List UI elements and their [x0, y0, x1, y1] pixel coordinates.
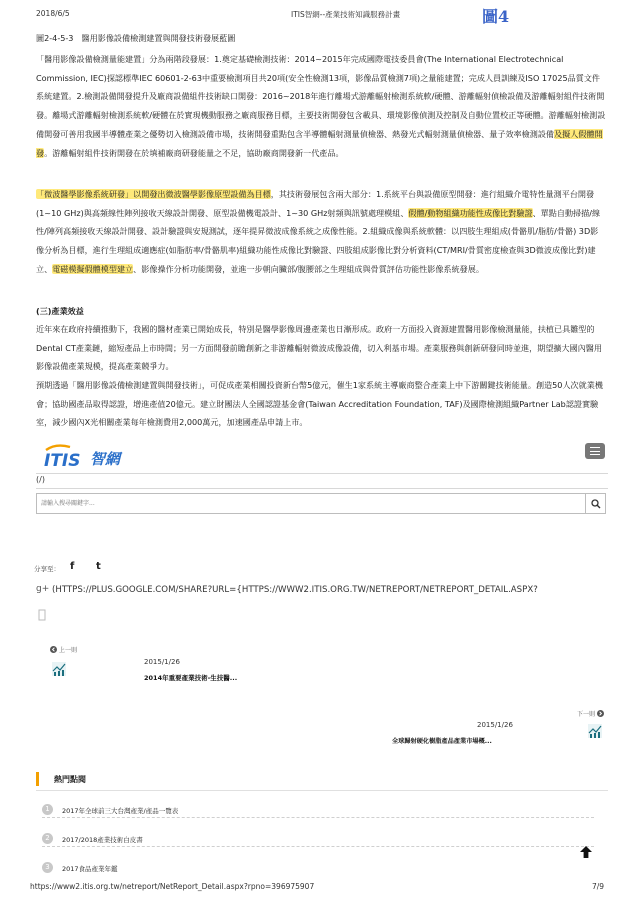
paragraph-3: 近年來在政府持續推動下，我國的醫材產業已開始成長，特別是醫學影像周邊產業也日漸形成。政府一方面投入資源建置醫用影像檢測量能，扶植已具雛型的Dental CT產業鏈，縮短產品上市時間；另一方面開發前瞻創新之非游離輻射微波成像設備，切入利基市場。產業服務與創新研發同時並進，期望擴大國內醫用影像設備產業規模，提高產業競爭力。	[36, 324, 602, 372]
highlight-microwave-goal: 「微波醫學影像系統研發」以開發出微波醫學影像原型設備為目標	[36, 189, 271, 199]
highlight-phantom-imaging: 假體/動物組織功能性成像比對驗證	[408, 207, 533, 218]
paragraph-2	[36, 185, 606, 279]
bar-chart-icon	[52, 662, 66, 676]
bookmark-icon	[38, 609, 46, 621]
paragraph-2-tail: 、影像操作分析功能開發，並進一步朝向臟部/腹腰部之生理組成與骨質評估功能性影像系統發展。	[133, 263, 484, 274]
header-divider	[36, 473, 608, 474]
hot-title: 熱門點閱	[54, 775, 86, 784]
paragraph-1	[36, 50, 606, 162]
hot-item-label: 2017食品產業年鑑	[62, 865, 118, 873]
back-to-top-arrow-icon[interactable]	[579, 845, 593, 859]
search-input[interactable]	[39, 496, 583, 511]
print-site-title: ITIS智網--產業技術知識服務計畫	[291, 10, 401, 19]
twitter-share-icon[interactable]: t	[96, 561, 101, 572]
print-footer-url: https://www2.itis.org.tw/netreport/NetReport_Detail.aspx?rpno=396975907	[30, 882, 315, 891]
prev-label: 上一則	[59, 647, 78, 654]
prev-title[interactable]: 2014年重要產業技術-生技醫...	[144, 674, 238, 682]
site-logo[interactable]	[42, 443, 152, 469]
paragraph-1-tail: 。游離輻射組件技術開發在於填補廠商研發能量之不足，協助廠商開發新一代產品。	[44, 147, 344, 158]
section-title: (三)產業效益	[36, 306, 84, 316]
google-plus-icon[interactable]: g+	[36, 584, 50, 594]
bar-chart-icon	[588, 724, 602, 738]
highlight-phantom-development: 及擬人假體開發	[36, 128, 603, 158]
hot-item-number: 3	[42, 862, 53, 873]
next-title[interactable]: 全球歸射硬化樹脂產品產業市場概...	[392, 738, 492, 745]
list-item[interactable]	[42, 833, 594, 847]
highlight-em-phantom: 電磁模擬假體模型建立	[52, 263, 134, 274]
search-bar	[36, 493, 606, 514]
logo-text-cn: 智網	[90, 450, 121, 468]
hot-accent-bar	[36, 772, 39, 786]
hot-item-label: 2017年全球前三大台灣產業/產品一覽表	[62, 807, 179, 815]
list-item[interactable]	[42, 804, 594, 818]
svg-text:ITIS: ITIS	[44, 451, 81, 469]
chevron-left-icon	[50, 646, 57, 653]
itis-logo-icon	[42, 443, 88, 469]
paragraph-2-text: ，其技術發展包含兩大部分：1.系統平台與設備原型開發：進行組織介電特性量測平台開發(1~10 GHz)與高頻線性陣列接收天線設計開發、原型設備機電設計、1~30 GHz射頻與訊號處理模組、	[36, 189, 595, 218]
paragraph-2-mid: 、單點自動掃描/線性/陣列高頻接收天線設計開發、設計驗證與安規測試，逐年提昇微波成像系統之成像性能。2.組織成像與系統軟體：以四肢生理組成(骨骼肌/脂肪/骨骼) 3D影像分析為目標，進行生理組成適應症(如脂肪率/骨骼肌率)組織功能性成像比對驗證、四肢組成影像比對分析資料(CT/MRI/骨質密度檢查與3D微波成像比對)建立、	[36, 207, 601, 274]
hot-item-number: 1	[42, 804, 53, 815]
facebook-share-icon[interactable]: f	[70, 561, 75, 572]
list-item[interactable]	[42, 862, 594, 875]
next-label: 下一則	[577, 711, 596, 718]
print-date: 2018/6/5	[36, 9, 70, 18]
share-label: 分享至：	[34, 565, 60, 573]
prev-date: 2015/1/26	[144, 658, 180, 666]
paragraph-1-text: 「醫用影像設備檢測量能建置」分為兩階段發展：1.奠定基礎檢測技術：2014~2015年完成國際電技委員會(The International Electrotechnical Commission, IEC)探認標準IEC 60601-2-63中重要檢測項目共20項(安全性檢測13項，影像品質檢測7項)之量能建置；完成人員訓練及ISO 17025品質文件系統建置。2.檢測設備開發提升及廠商設備組件技術缺口開發：2016~2018年進行離場式游離輻射檢測系統軟/硬體、游離輻射偵檢設備及游離輻射組件技術開發。離場式游離輻射檢測系統軟/硬體在於實現機動服務之廠商服務目標，主要技術開發包含載具、環境影像偵測及控制及自動位置校正等硬體。游離輻射檢測設備開發可善用我國半導體產業之優勢切入檢測設備市場，技術開發重點包含半導體輻射測量偵檢器、熱發光式輻射測量偵檢器、量子效率檢測設備	[36, 54, 606, 139]
menu-button[interactable]	[585, 443, 605, 459]
breadcrumb-home[interactable]: (/)	[36, 475, 45, 484]
figure-tag: 圖4	[482, 7, 510, 26]
search-button[interactable]	[585, 494, 606, 513]
google-plus-share-link[interactable]: (HTTPS://PLUS.GOOGLE.COM/SHARE?URL={HTTPS://WWW2.ITIS.ORG.TW/NETREPORT/NETREPORT_DETAIL.ASPX?	[52, 585, 538, 595]
next-date: 2015/1/26	[477, 721, 513, 729]
hot-item-label: 2017/2018產業技術白皮書	[62, 836, 143, 844]
hot-item-number: 2	[42, 833, 53, 844]
menu-icon	[590, 447, 600, 448]
figure-caption: 圖2-4-5-3 醫用影像設備檢測建置與開發技術發展藍圖	[36, 33, 236, 43]
breadcrumb-divider	[36, 488, 608, 489]
print-page-number: 7/9	[592, 882, 605, 891]
chevron-right-icon	[597, 710, 604, 717]
search-icon	[591, 499, 601, 509]
paragraph-4: 預期透過「醫用影像設備檢測建置與開發技術」，可促成產業相關投資新台幣5億元，催生1家系統主導廠商整合產業上中下游關鍵技術能量。創造50人次就業機會；協助國產品取得認證，增進產值20億元。建立財團法人全國認證基金會(Taiwan Accreditation Foundation, TAF)及國際檢測組織Partner Lab認證實驗室，減少國內X光相關產業每年檢測費用2,000萬元，加速國產品申請上市。	[36, 380, 603, 428]
hot-section-header	[36, 768, 608, 791]
